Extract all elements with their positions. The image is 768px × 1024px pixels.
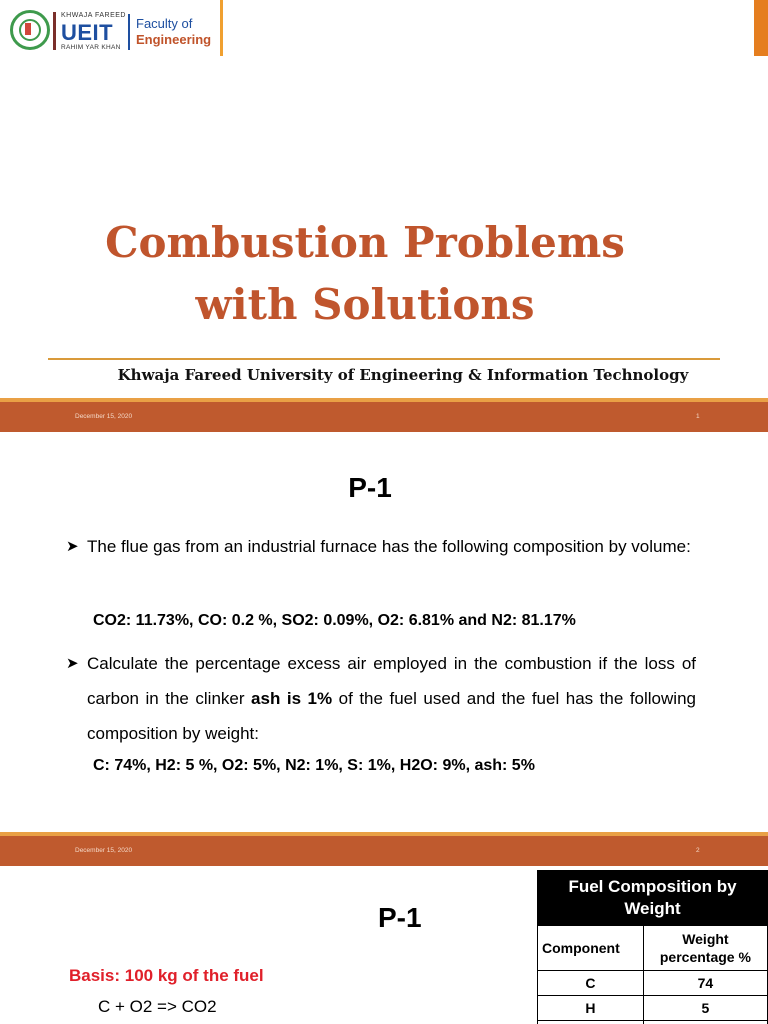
logo-acronym: UEIT [61,20,114,45]
logo-divider [220,0,223,56]
table-row [538,1021,768,1024]
university-logo [0,0,222,56]
bullet-item [66,646,696,751]
solution-slide [0,866,768,1024]
fuel-composition-table [537,870,768,1024]
fuel-composition: C: 74%, H2: 5 %, O2: 5%, N2: 1%, S: 1%, H2O: 9%, ash: 5% [93,757,535,774]
footer-date: December 15, 2020 [75,413,133,420]
bullet-text: The flue gas from an industrial furnace has the following composition by volume: [87,537,691,556]
bullet-highlight: ash is 1% [251,689,333,708]
logo-faculty-line2: Engineering [136,32,212,47]
problem-slide [0,436,768,866]
title-line-2: with Solutions [195,280,535,329]
title-divider [48,358,720,360]
table-cell-component: C [538,971,644,996]
slide-title [0,212,730,336]
slide-heading: P-1 [348,472,392,503]
logo-location: RAHIM YAR KHAN [61,44,121,51]
university-seal-icon [10,10,50,50]
table-row [538,971,768,996]
reaction-equation: C + O2 => CO2 [98,997,217,1016]
footer-page-number: 2 [696,847,700,854]
gas-composition: CO2: 11.73%, CO: 0.2 %, SO2: 0.09%, O2: 6.81% and N2: 81.17% [93,612,576,629]
logo-faculty-line1: Faculty of [136,16,193,31]
table-header-component: Component [538,926,644,971]
bullet-item [66,535,696,559]
footer-page-number: 1 [696,413,700,420]
table-cell-weight: 5 [643,996,767,1021]
slide-footer [0,836,768,866]
title-slide [0,0,768,432]
table-cell-component: H [538,996,644,1021]
table-cell-weight: 74 [643,971,767,996]
arrow-bullet-icon: ➤ [66,655,79,672]
slide-subtitle: Khwaja Fareed University of Engineering & Information Technology [117,366,689,384]
slide-heading: P-1 [378,902,422,933]
title-line-1: Combustion Problems [105,218,625,267]
corner-accent [754,0,768,56]
table-row [538,996,768,1021]
table-header-weight: Weight percentage % [643,926,767,971]
basis-text: Basis: 100 kg of the fuel [69,966,264,985]
footer-date: December 15, 2020 [75,847,133,854]
slide-footer [0,402,768,432]
arrow-bullet-icon: ➤ [66,538,79,555]
logo-top-line: KHWAJA FAREED [61,12,126,19]
table-title: Fuel Composition by Weight [538,871,768,926]
bullet-text: Calculate the percentage excess air employed in the combustion if the loss of carbon in the clinker ash is 1% of the fuel used and the fuel has the following composition by weight: [87,654,696,743]
